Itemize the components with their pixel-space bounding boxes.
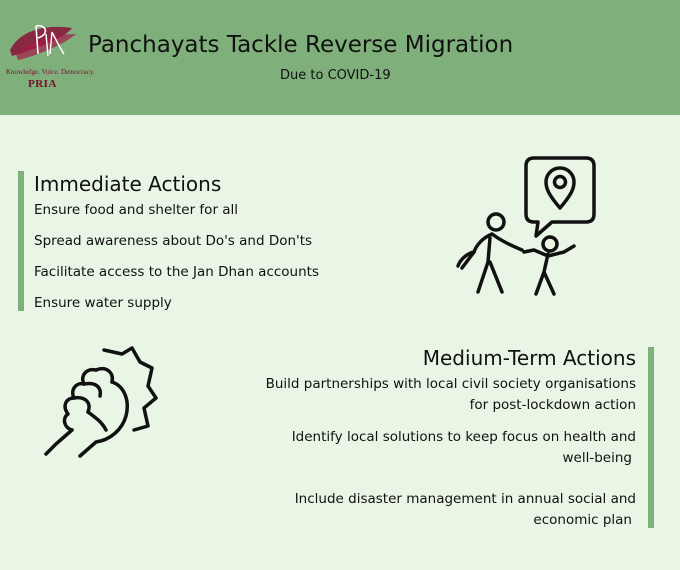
- immediate-item: Spread awareness about Do's and Don'ts: [34, 233, 313, 249]
- page-subtitle: Due to COVID-19: [280, 68, 391, 83]
- medium-heading: Medium-Term Actions: [422, 346, 636, 370]
- immediate-item: Ensure food and shelter for all: [34, 202, 239, 218]
- header-banner: [0, 0, 680, 115]
- immediate-heading: Immediate Actions: [34, 172, 222, 196]
- logo-tagline: Knowledge. Voice. Democracy.: [6, 68, 95, 76]
- medium-accent-bar: [648, 347, 654, 528]
- adult-child-location-icon: [452, 152, 597, 302]
- medium-item: [295, 489, 636, 531]
- medium-item-line: well-being: [562, 450, 632, 466]
- immediate-item: Facilitate access to the Jan Dhan accounts: [34, 264, 319, 280]
- medium-item-line: Include disaster management in annual social and: [294, 491, 636, 507]
- medium-item-line: Identify local solutions to keep focus on health and: [291, 429, 636, 445]
- medium-item-line: for post-lockdown action: [469, 397, 636, 413]
- pria-logo: [6, 20, 95, 92]
- medium-item: [292, 427, 636, 469]
- medium-item: [266, 374, 636, 416]
- pria-logo-icon: [6, 20, 78, 68]
- fist-bump-icon: [40, 346, 162, 470]
- medium-item-line: Build partnerships with local civil society organisations: [265, 376, 636, 392]
- page-title: Panchayats Tackle Reverse Migration: [88, 32, 514, 58]
- medium-item-line: economic plan: [533, 512, 632, 528]
- logo-name: PRIA: [28, 78, 57, 90]
- immediate-accent-bar: [18, 171, 24, 311]
- immediate-item: Ensure water supply: [34, 295, 172, 311]
